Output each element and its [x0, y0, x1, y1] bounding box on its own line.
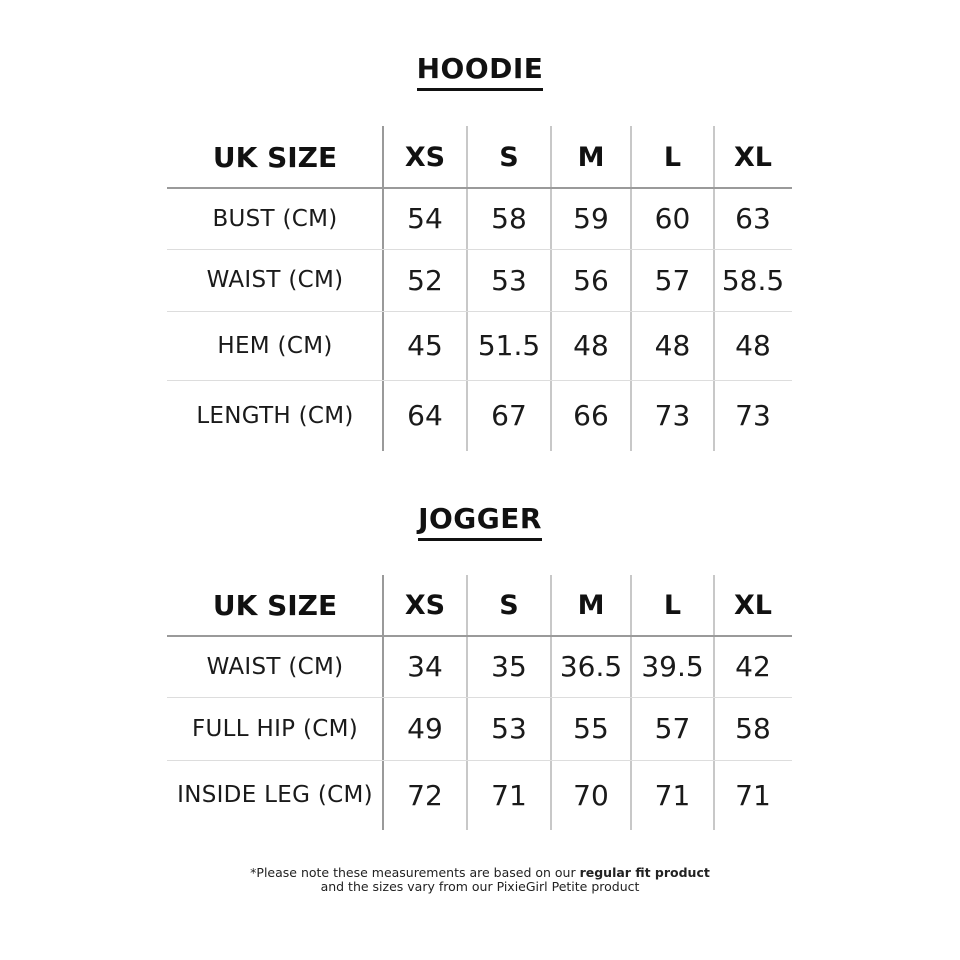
- hoodie-table-cell: 58.5: [721, 263, 785, 297]
- jogger-table-cell: 49: [407, 712, 443, 745]
- hoodie-size-header: M: [577, 141, 605, 173]
- hoodie-table-cell: 51.5: [477, 329, 541, 362]
- jogger-size-header: L: [663, 590, 682, 621]
- jogger-row-label: INSIDE LEG (CM): [177, 782, 373, 808]
- hoodie-table-cell: 45: [407, 329, 443, 362]
- jogger-table-cell: 71: [735, 778, 771, 812]
- hoodie-row-label: LENGTH (CM): [196, 402, 354, 429]
- jogger-table-cell: 70: [573, 778, 609, 812]
- hoodie-title: HOODIE: [0, 52, 960, 91]
- jogger-table-cell: 71: [654, 778, 691, 812]
- hoodie-table-cell: 53: [491, 263, 527, 297]
- note-bold-text: regular fit product: [579, 865, 710, 880]
- hoodie-table-cell: 63: [735, 202, 771, 235]
- hoodie-size-header: S: [499, 141, 519, 173]
- jogger-table-cell: 36.5: [559, 650, 623, 683]
- jogger-table-cell: 72: [407, 778, 443, 812]
- hoodie-size-header: XL: [733, 141, 773, 173]
- jogger-header-label: UK SIZE: [212, 589, 338, 622]
- hoodie-row-label: WAIST (CM): [206, 267, 344, 293]
- jogger-table-cell: 39.5: [641, 650, 704, 683]
- hoodie-size-header: L: [663, 141, 682, 173]
- jogger-table-cell: 57: [654, 712, 691, 745]
- jogger-row-label: WAIST (CM): [206, 653, 344, 680]
- jogger-size-header: S: [499, 590, 519, 621]
- hoodie-table-cell: 66: [573, 399, 609, 432]
- jogger-table-cell: 42: [735, 650, 771, 683]
- hoodie-size-header: XS: [404, 141, 446, 173]
- hoodie-table-cell: 60: [654, 202, 691, 235]
- hoodie-row-label: HEM (CM): [217, 332, 333, 359]
- hoodie-table-cell: 58: [491, 202, 527, 235]
- hoodie-table-cell: 57: [654, 263, 691, 297]
- jogger-row-label: FULL HIP (CM): [191, 715, 358, 742]
- jogger-table-cell: 35: [491, 650, 527, 683]
- jogger-size-header: M: [577, 590, 605, 621]
- jogger-title: JOGGER: [0, 502, 960, 541]
- hoodie-row-label: BUST (CM): [212, 205, 338, 232]
- hoodie-table-cell: 64: [407, 399, 443, 432]
- hoodie-header-label: UK SIZE: [212, 140, 338, 174]
- jogger-size-header: XS: [404, 590, 446, 621]
- hoodie-table-cell: 73: [735, 399, 771, 432]
- hoodie-table-cell: 67: [491, 399, 527, 432]
- hoodie-table-cell: 52: [407, 263, 443, 297]
- jogger-table-cell: 53: [491, 712, 527, 745]
- measurement-note: [0, 866, 960, 894]
- hoodie-table-cell: 48: [573, 329, 609, 362]
- hoodie-table-cell: 54: [407, 202, 443, 235]
- jogger-table-cell: 34: [407, 650, 443, 683]
- hoodie-table-cell: 48: [735, 329, 771, 362]
- jogger-table-cell: 58: [735, 712, 771, 745]
- jogger-table-cell: 71: [491, 778, 527, 812]
- hoodie-table-cell: 48: [654, 329, 691, 362]
- note-line-2: and the sizes vary from our PixieGirl Petite product: [320, 879, 640, 894]
- hoodie-table-cell: 56: [573, 263, 609, 297]
- hoodie-table-cell: 59: [573, 202, 609, 235]
- hoodie-table-cell: 73: [654, 399, 691, 432]
- jogger-size-header: XL: [733, 590, 773, 621]
- note-text: *Please note these measurements are based on our: [250, 865, 580, 880]
- jogger-table-cell: 55: [573, 712, 609, 745]
